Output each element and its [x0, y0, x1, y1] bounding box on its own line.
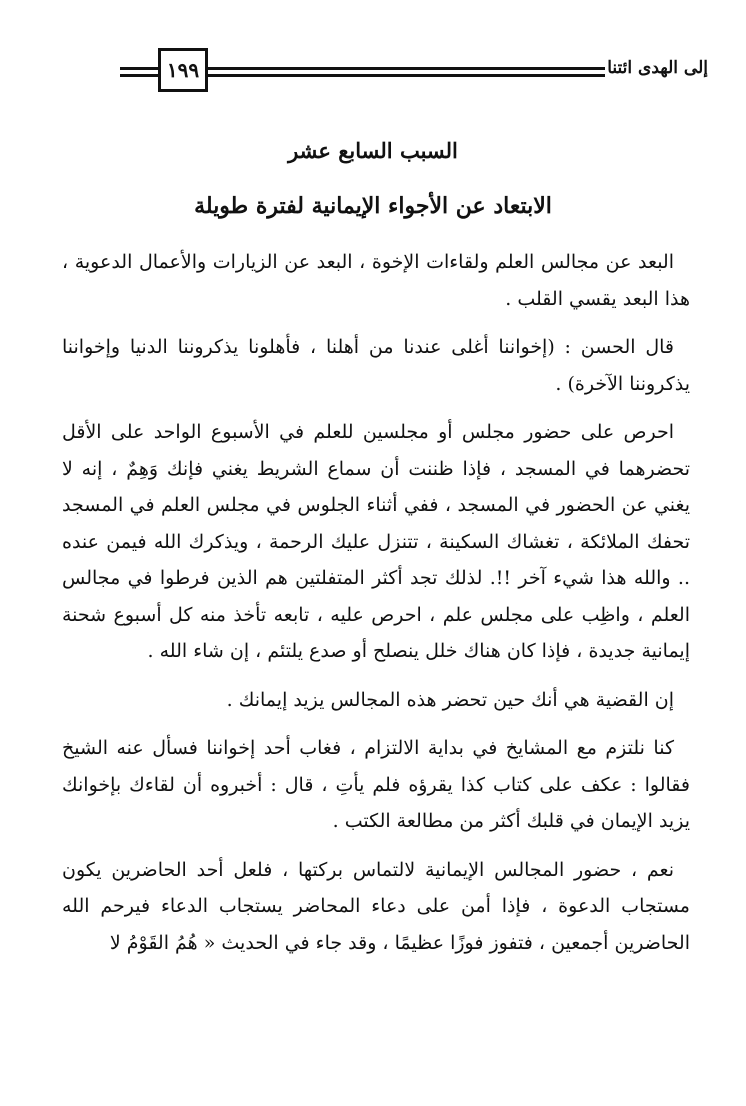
page-number: ١٩٩ [158, 48, 208, 92]
section-title: الابتعاد عن الأجواء الإيمانية لفترة طويلة [194, 193, 552, 219]
paragraph: كنا نلتزم مع المشايخ في بداية الالتزام ، فغاب أحد إخواننا فسأل عنه الشيخ فقالوا : عكف على كتاب كذا يقرؤه فلم يأتِ ، قال : أخبروه أن لقاءك بإخوانك يزيد الإيمان في قلبك أكثر من مطالعة الكتب . [62, 737, 690, 832]
running-title: إلى الهدى ائتنا [607, 58, 708, 78]
body-text [62, 244, 690, 973]
paragraph: احرص على حضور مجلس أو مجلسين للعلم في الأسبوع الواحد على الأقل تحضرهما في المسجد ، فإذا ظننت أن سماع الشريط يغني فإنك وَهِمٌ ، إنه لا يغني عن الحضور في المسجد ، ففي أثناء الجلوس في مجلس العلم في المسجد تحفك الملائكة ، تغشاك السكينة ، تتنزل عليك الرحمة ، ويذكرك الله فيمن عنده .. والله هذا شيء آخر !!. لذلك تجد أكثر المتفلتين هم الذين فرطوا في مجالس العلم ، واظِب على مجلس علم ، احرص عليه ، تابعه تأخذ منه كل أسبوع شحنة إيمانية جديدة ، فإذا كان هناك خلل ينصلح أو صدع يلتئم ، إن شاء الله . [62, 421, 690, 662]
paragraph: قال الحسن : (إخواننا أغلى عندنا من أهلنا ، فأهلونا يذكروننا الدنيا وإخواننا يذكروننا الآخرة) . [62, 336, 690, 395]
paragraph: نعم ، حضور المجالس الإيمانية لالتماس بركتها ، فلعل أحد الحاضرين يكون مستجاب الدعوة ، فإذا أمن على دعاء المحاضر يستجاب الدعاء فيرحم الله الحاضرين أجمعين ، فتفوز فوزًا عظيمًا ، وقد جاء في الحديث « هُمُ القَوْمُ لا [62, 858, 690, 954]
section-label: السبب السابع عشر [288, 138, 458, 163]
paragraph: إن القضية هي أنك حين تحضر هذه المجالس يزيد إيمانك . [226, 688, 674, 711]
paragraph: البعد عن مجالس العلم ولقاءات الإخوة ، البعد عن الزيارات والأعمال الدعوية ، هذا البعد يقسي القلب . [62, 251, 690, 310]
header-rule-left [120, 67, 160, 77]
page-header [0, 0, 746, 110]
header-rule-right [207, 67, 605, 77]
